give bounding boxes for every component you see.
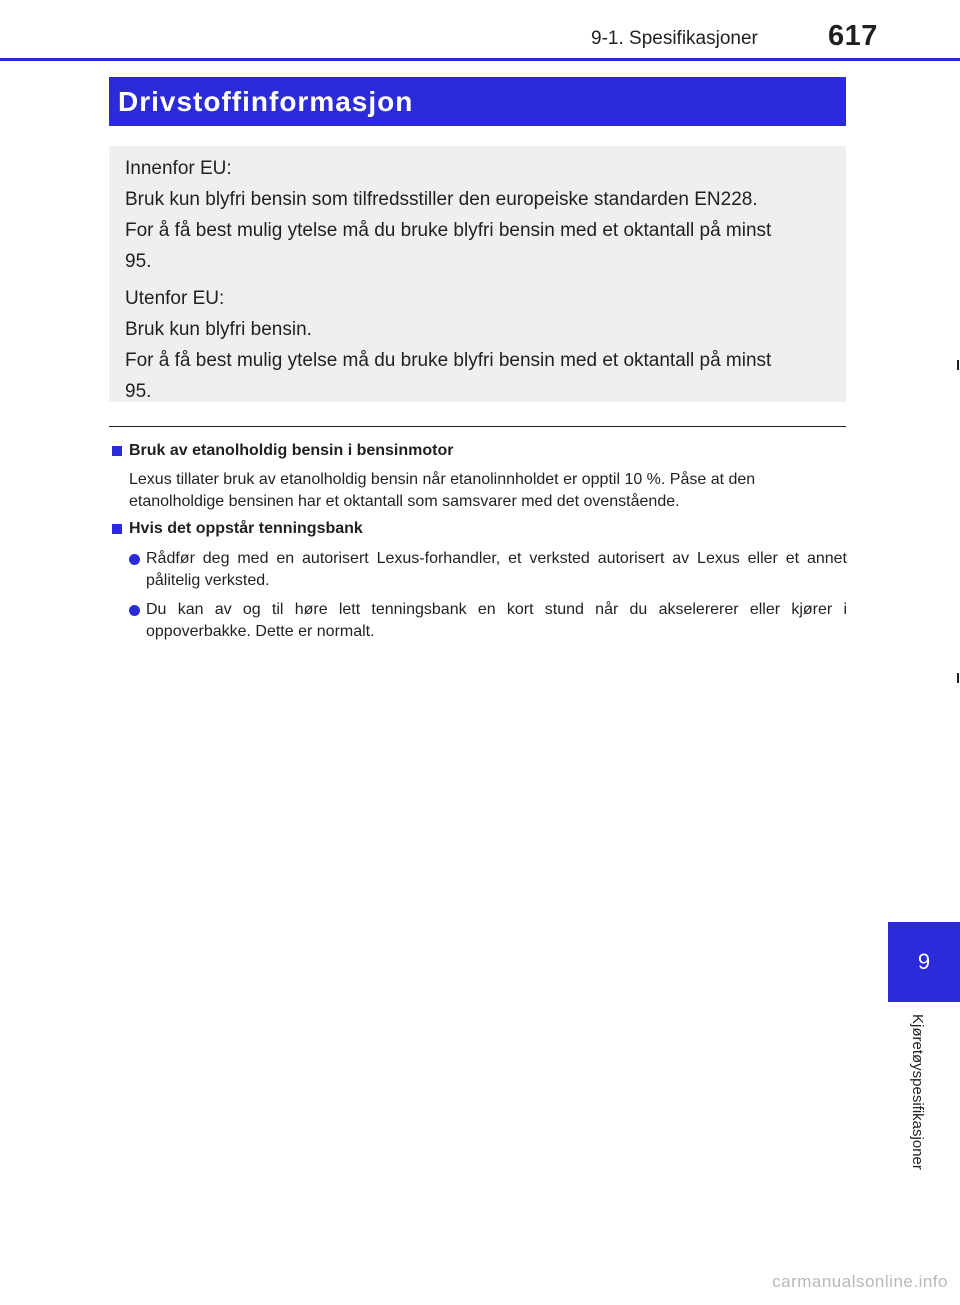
- banner-title: Drivstoffinformasjon: [118, 85, 414, 117]
- eu-info: [125, 153, 832, 277]
- section-title: 9-1. Spesifikasjoner: [591, 28, 758, 49]
- non-eu-line: For å få best mulig ytelse må du bruke blyfri bensin med et oktantall på minst: [125, 350, 772, 371]
- non-eu-heading: Utenfor EU:: [125, 288, 225, 309]
- chapter-title: Kjøretøyspesifikasjoner: [909, 1014, 926, 1170]
- eu-line: 95.: [125, 251, 152, 272]
- header-rule: [0, 58, 960, 61]
- eu-heading: Innenfor EU:: [125, 158, 232, 179]
- note-heading: [112, 520, 363, 538]
- fuel-info-box: [109, 146, 846, 402]
- eu-line: For å få best mulig ytelse må du bruke blyfri bensin med et oktantall på minst: [125, 220, 772, 241]
- separator-rule: [109, 426, 846, 427]
- note-heading: [112, 442, 453, 460]
- chapter-tab: [888, 922, 960, 1002]
- square-bullet-icon: [112, 524, 122, 534]
- eu-line: Bruk kun blyfri bensin som tilfredsstiller den europeiske standarden EN228.: [125, 189, 758, 210]
- margin-tick: [957, 360, 959, 370]
- page-number: 617: [828, 20, 878, 52]
- note-body: Lexus tillater bruk av etanolholdig bensin når etanolinnholdet er opptil 10 %. Påse at den etanolholdige bensinen har et oktantall som samsvarer med det ovenstående.: [129, 471, 756, 510]
- margin-tick: [957, 673, 959, 683]
- note-heading-text: Bruk av etanolholdig bensin i bensinmotor: [129, 442, 454, 459]
- bullet-text: Rådfør deg med en autorisert Lexus-forhandler, et verksted autorisert av Lexus eller et annet pålitelig verksted.: [146, 550, 847, 589]
- chapter-number: 9: [917, 949, 931, 974]
- non-eu-line: Bruk kun blyfri bensin.: [125, 319, 312, 340]
- watermark: carmanualsonline.info: [772, 1272, 948, 1291]
- non-eu-line: 95.: [125, 381, 152, 402]
- note-heading-text: Hvis det oppstår tenningsbank: [129, 520, 363, 537]
- bullet-item: [129, 599, 847, 643]
- round-bullet-icon: [129, 554, 140, 565]
- bullet-text: Du kan av og til høre lett tenningsbank en kort stund når du akselererer eller kjører i oppoverbakke. Dette er normalt.: [146, 601, 847, 640]
- section-banner: [109, 77, 846, 126]
- round-bullet-icon: [129, 605, 140, 616]
- square-bullet-icon: [112, 446, 122, 456]
- bullet-item: [129, 548, 847, 592]
- non-eu-info: [125, 283, 832, 407]
